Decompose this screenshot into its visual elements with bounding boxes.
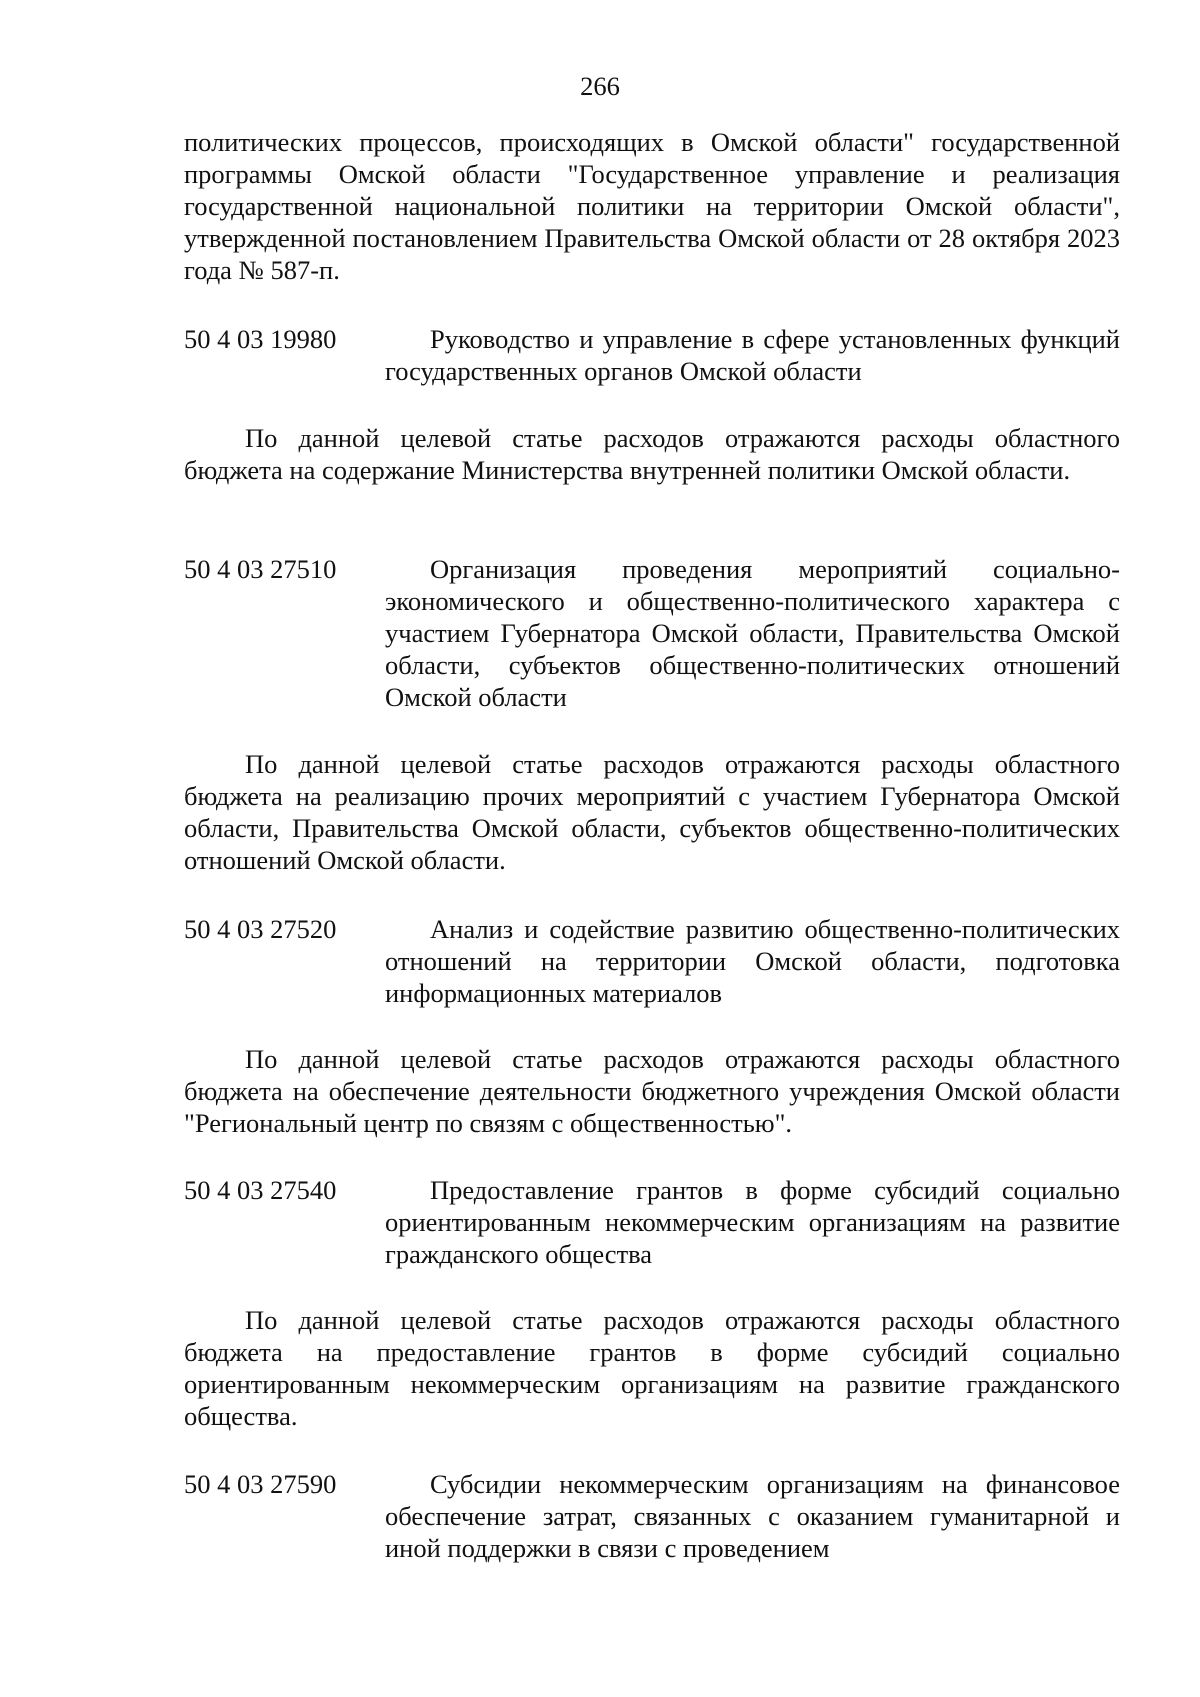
budget-article-entry <box>184 323 1120 387</box>
budget-article-entry <box>184 553 1120 713</box>
budget-article-entry <box>184 913 1120 1009</box>
article-code: 50 4 03 27520 <box>184 914 337 944</box>
budget-article-entry <box>184 1468 1120 1564</box>
article-code: 50 4 03 19980 <box>184 324 337 354</box>
budget-article-entry <box>184 1174 1120 1270</box>
article-description: По данной целевой статье расходов отражаются расходы областного бюджета на предоставление грантов в форме субсидий социально ориентированным некоммерческим организациям на развитие гражданского общества. <box>184 1305 1120 1431</box>
article-title: Организация проведения мероприятий социально-экономического и общественно-политического характера с участием Губернатора Омской области, Правительства Омской области, субъектов общественно-политических отношений Омской области <box>385 554 1120 712</box>
article-title: Субсидии некоммерческим организациям на финансовое обеспечение затрат, связанных с оказанием гуманитарной и иной поддержки в связи с проведением <box>385 1469 1120 1563</box>
article-code: 50 4 03 27540 <box>184 1175 337 1205</box>
page-number: 266 <box>580 71 620 101</box>
article-title: Предоставление грантов в форме субсидий социально ориентированным некоммерческим организациям на развитие гражданского общества <box>385 1175 1120 1269</box>
article-description: По данной целевой статье расходов отражаются расходы областного бюджета на обеспечение деятельности бюджетного учреждения Омской области "Региональный центр по связям с общественностью". <box>184 1044 1120 1138</box>
article-code: 50 4 03 27510 <box>184 554 337 584</box>
intro-paragraph: политических процессов, происходящих в Омской области" государственной программы Омской области "Государственное управление и реализация государственной национальной политики на территории Омской области", утвержденной постановлением Правительства Омской области от 28 октября 2023 года № 587-п. <box>184 127 1120 285</box>
article-description: По данной целевой статье расходов отражаются расходы областного бюджета на содержание Министерства внутренней политики Омской области. <box>184 423 1120 485</box>
article-title: Руководство и управление в сфере установленных функций государственных органов Омской области <box>385 324 1120 386</box>
article-description: По данной целевой статье расходов отражаются расходы областного бюджета на реализацию прочих мероприятий с участием Губернатора Омской области, Правительства Омской области, субъектов общественно-политических отношений Омской области. <box>184 749 1120 875</box>
article-code: 50 4 03 27590 <box>184 1469 337 1499</box>
article-title: Анализ и содействие развитию общественно-политических отношений на территории Омской области, подготовка информационных материалов <box>385 914 1120 1008</box>
